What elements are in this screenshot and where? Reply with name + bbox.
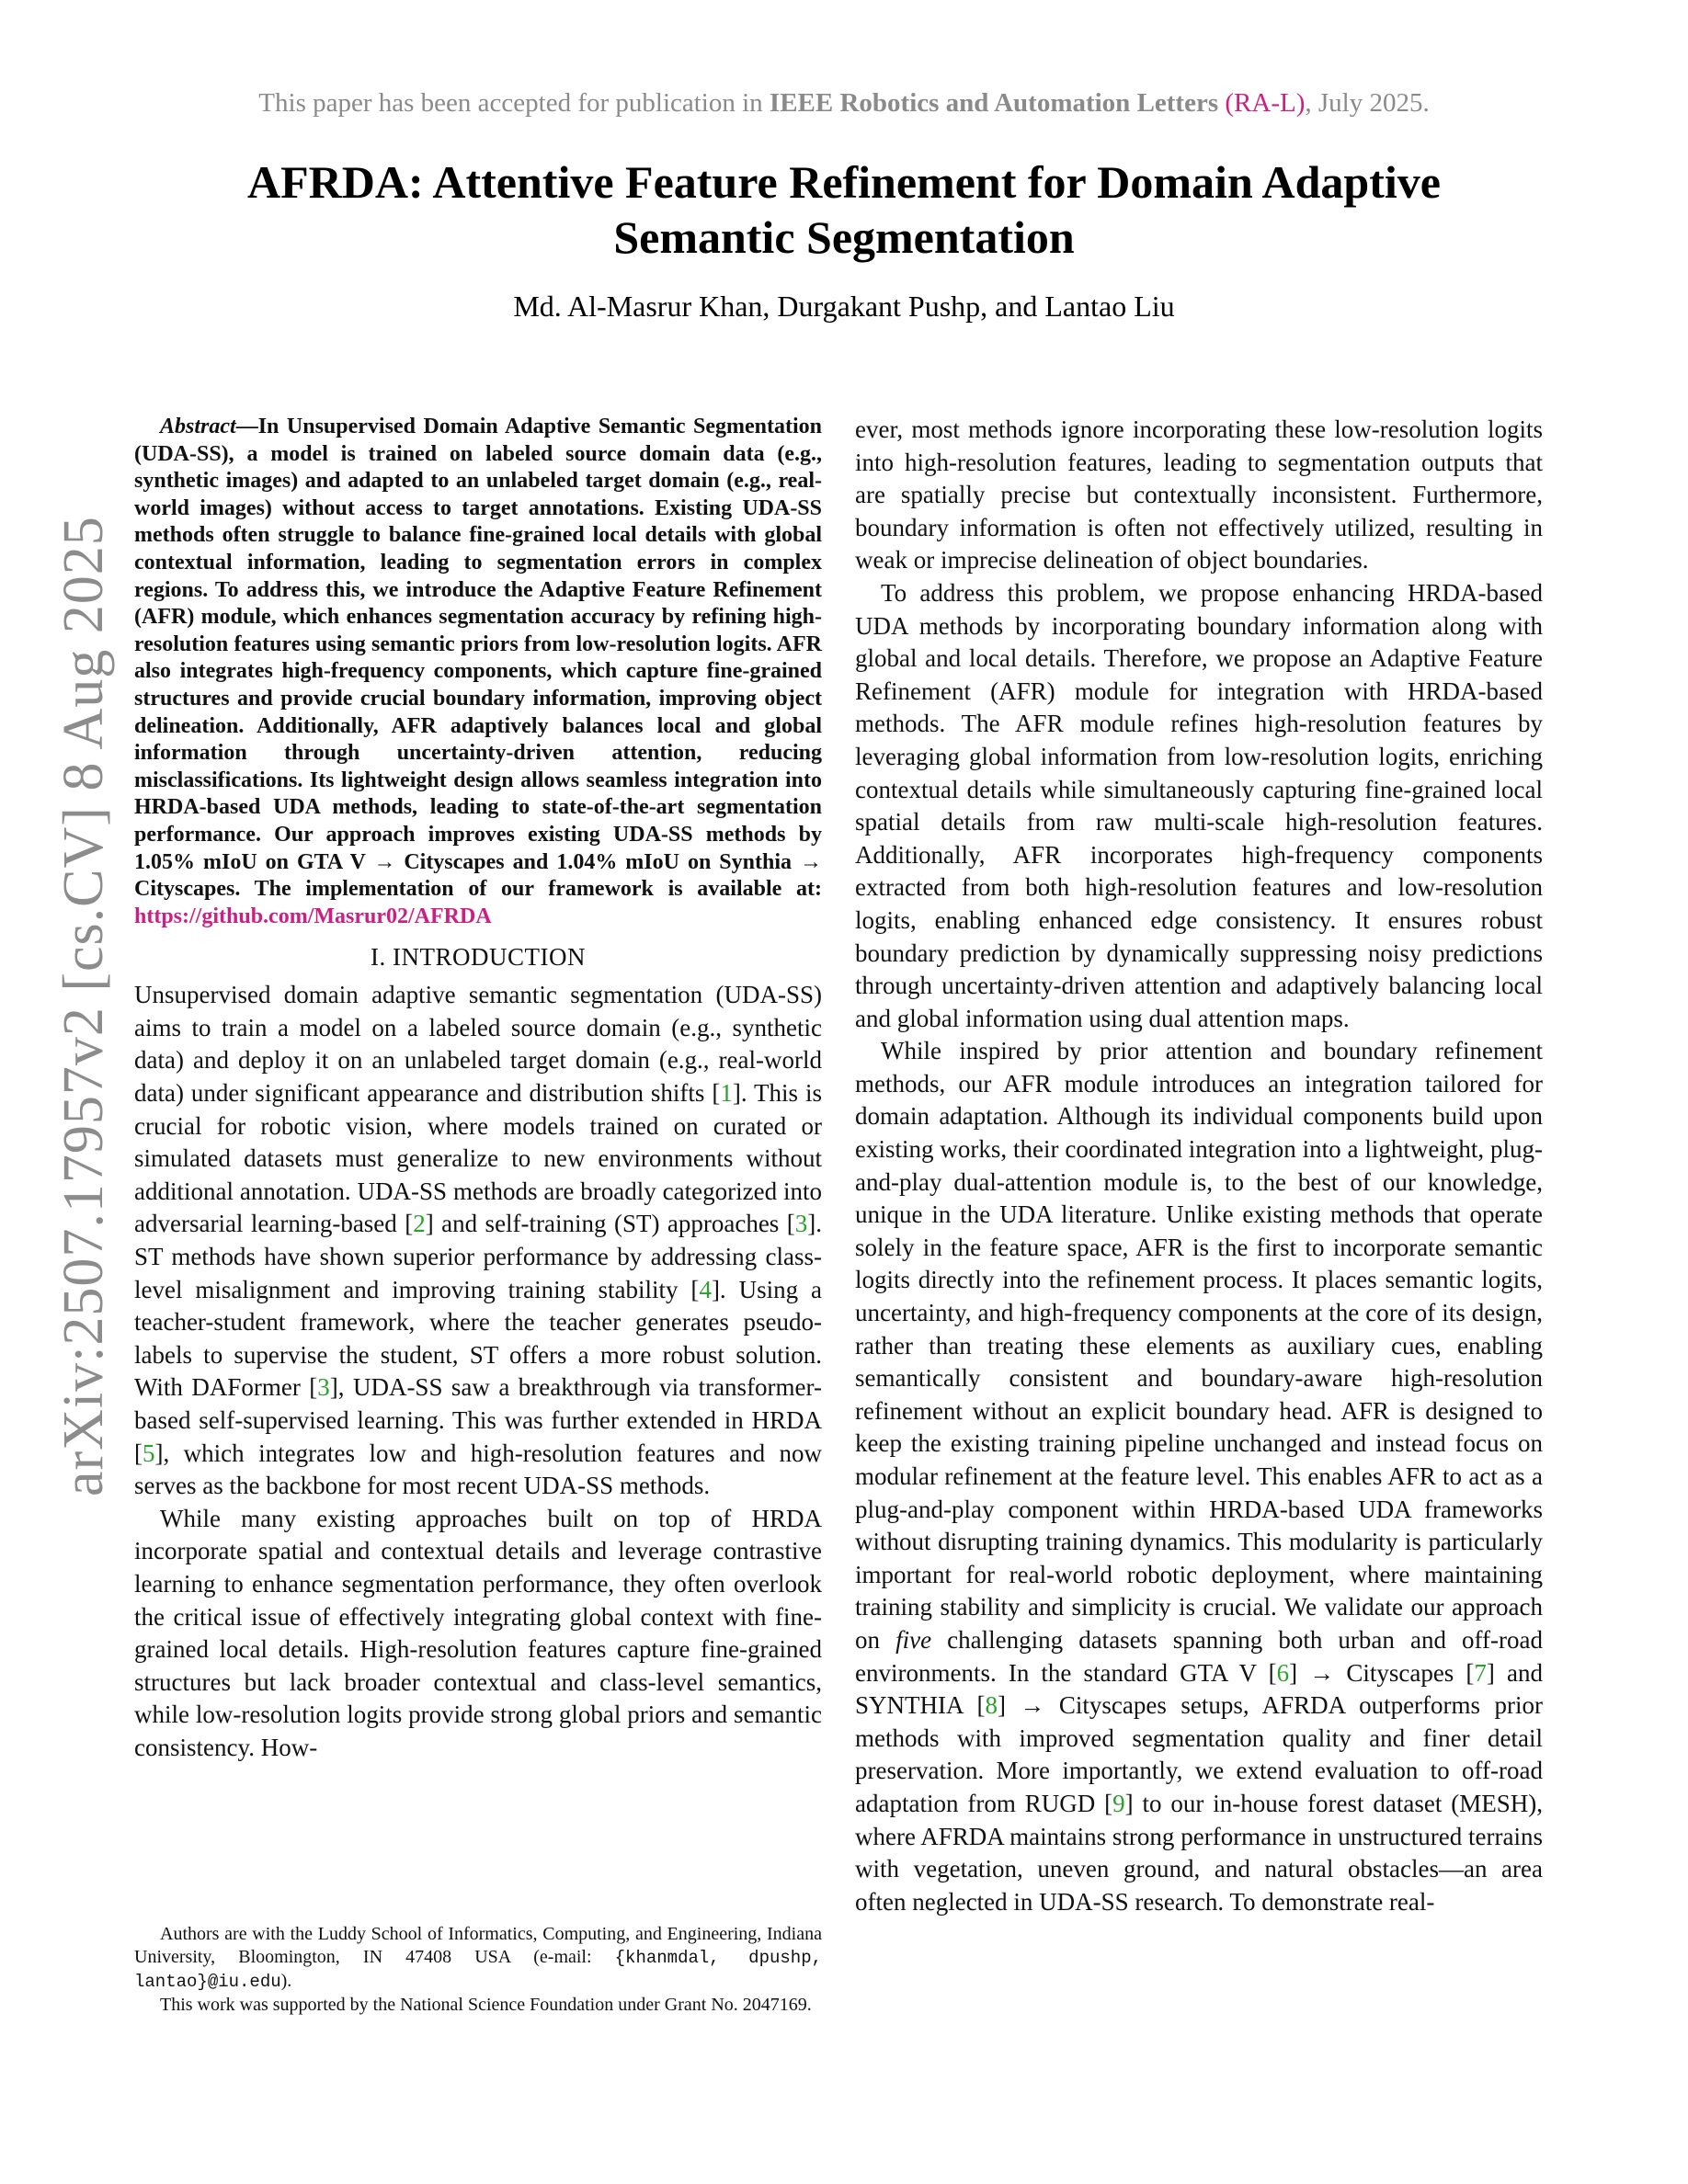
affiliation-text: Authors are with the Luddy School of Informatics, Computing, and Engineering, Indiana University, Bloomington, IN 47408 USA (e-mail: — [134, 1924, 822, 1967]
citation-link[interactable]: 7 — [1474, 1658, 1487, 1687]
citation-link[interactable]: 2 — [413, 1210, 426, 1238]
banner-prefix: This paper has been accepted for publication in — [258, 88, 770, 118]
code-link[interactable]: https://github.com/Masrur02/AFRDA — [134, 904, 492, 928]
banner-abbrev-link[interactable]: (RA-L) — [1225, 88, 1306, 118]
affiliation-suffix: ). — [280, 1971, 292, 1991]
publication-banner — [0, 88, 1688, 119]
citation-link[interactable]: 1 — [720, 1079, 733, 1108]
text-run: ]. This is crucial for robotic vision, where models trained on curated or simulated datasets must generalize to new environments without additional annotation. UDA-SS methods are broadly categorized into adversarial learning-based [ — [134, 1079, 822, 1238]
funding-note: This work was supported by the National Science Foundation under Grant No. 2047169. — [160, 1995, 812, 2015]
paper-title — [0, 154, 1688, 265]
abstract-text: —In Unsupervised Domain Adaptive Semantic Segmentation (UDA-SS), a model is trained on labeled source domain data (e.g., synthetic images) and adapted to an unlabeled target domain (e.g., real-world images) without access to target annotations. Existing UDA-SS methods often struggle to balance fine-grained local details with global contextual information, leading to segmentation errors in complex regions. To address this, we introduce the Adaptive Feature Refinement (AFR) module, which enhances segmentation accuracy by refining high-resolution features using semantic priors from low-resolution logits. AFR also integrates high-frequency components, which capture fine-grained structures and provide crucial boundary information, improving object delineation. Additionally, AFR adaptively balances local and global information through uncertainty-driven attention, reducing misclassifications. Its lightweight design allows seamless integration into HRDA-based UDA methods, leading to state-of-the-art segmentation performance. Our approach improves existing UDA-SS methods by 1.05% mIoU on GTA V → Cityscapes and 1.04% mIoU on Synthia → Cityscapes. The implementation of our framework is available at: — [134, 415, 822, 902]
citation-link[interactable]: 4 — [699, 1275, 712, 1303]
text-run: While inspired by prior attention and boundary refinement methods, our AFR module introduces an integration tailored for domain adaptation. Although its individual components build upon existing works, their coordinated integration into a lightweight, plug-and-play dual-attention module is, to the best of our knowledge, unique in the UDA literature. Unlike existing methods that operate solely in the feature space, AFR is the first to incorporate semantic logits directly into the refinement process. It places semantic logits, uncertainty, and high-frequency components at the core of its design, rather than treating these elements as auxiliary cues, enabling semantically consistent and boundary-aware high-resolution refinement without an explicit boundary head. AFR is designed to keep the existing training pipeline unchanged and instead focus on modular refinement at the feature level. This enables AFR to act as a plug-and-play component within HRDA-based UDA frameworks without disrupting training dynamics. This modularity is particularly important for real-world robotic deployment, where maintaining training stability and simplicity is crucial. We validate our approach on — [855, 1037, 1543, 1654]
intro-paragraph-4: To address this problem, we propose enhancing HRDA-based UDA methods by incorporating boundary information along with global and local details. Therefore, we propose an Adaptive Feature Refinement (AFR) module for integration with HRDA-based methods. The AFR module refines high-resolution features by leveraging global information from low-resolution logits, enriching contextual details while simultaneously capturing fine-grained local spatial details from raw multi-scale high-resolution features. Additionally, AFR incorporates high-frequency components extracted from both high-resolution features and low-resolution logits, enabling enhanced edge consistency. It ensures robust boundary prediction by dynamically suppressing noisy predictions through uncertainty-driven attention and adaptively balancing local and global information using dual attention maps. — [855, 578, 1543, 1032]
text-run: ] to our in-house forest dataset (MESH), where AFRDA maintains strong performance in unstructured terrains with vegetation, uneven ground, and natural obstacles—an area often neglected in UDA-SS research. To demonstrate real- — [855, 1789, 1544, 1916]
arxiv-stamp: arXiv:2507.17957v2 [cs.CV] 8 Aug 2025 — [52, 516, 115, 1496]
affiliation-note — [134, 1923, 822, 1994]
citation-link[interactable]: 3 — [794, 1210, 808, 1238]
title-line-2: Semantic Segmentation — [613, 211, 1075, 263]
text-run: ], UDA-SS saw a breakthrough via transformer-based self-supervised learning. This was further extended in HRDA [ — [134, 1373, 822, 1467]
citation-link[interactable]: 5 — [143, 1439, 155, 1467]
text-run: ] → Cityscapes setups, AFRDA outperforms prior methods with improved segmentation quality and finer detail preservation. More importantly, we extend evaluation to off-road adaptation from RUGD [ — [855, 1691, 1543, 1817]
title-line-1: AFRDA: Attentive Feature Refinement for Domain Adaptive — [247, 156, 1441, 208]
citation-link[interactable]: 9 — [1112, 1789, 1125, 1817]
citation-link[interactable]: 8 — [985, 1691, 998, 1720]
text-run: ] and self-training (ST) approaches [ — [425, 1210, 795, 1238]
text-run: ], which integrates low and high-resolution features and now serves as the backbone for most recent UDA-SS methods. — [134, 1439, 822, 1500]
intro-paragraph-3: ever, most methods ignore incorporating these low-resolution logits into high-resolution features, leading to segmentation outputs that are spatially precise but contextually inconsistent. Furthermore, boundary information is often not effectively utilized, resulting in weak or imprecise delineation of object boundaries. — [855, 415, 1543, 574]
text-run: ]. ST methods have shown superior performance by addressing class-level misalignment and improving training stability [ — [134, 1210, 822, 1303]
section-heading-introduction: I. INTRODUCTION — [371, 943, 586, 972]
author-emails: {khanmdal, dpushp, lantao}@iu.edu — [134, 1948, 822, 1992]
citation-link[interactable]: 6 — [1276, 1658, 1290, 1687]
abstract-label: Abstract — [160, 415, 236, 438]
citation-link[interactable]: 3 — [317, 1373, 330, 1402]
text-run: Unsupervised domain adaptive semantic segmentation (UDA-SS) aims to train a model on a labeled source domain (e.g., synthetic data) and deploy it on an unlabeled target domain (e.g., real-world data) under significant appearance and distribution shifts [ — [134, 981, 822, 1108]
intro-paragraph-5 — [855, 1035, 1543, 1918]
text-run: ] → Cityscapes [ — [1289, 1658, 1475, 1687]
banner-date: , July 2025. — [1305, 88, 1430, 118]
text-run: ]. Using a teacher-student framework, where the teacher generates pseudo-labels to supervise the student, ST offers a more robust solution. With DAFormer [ — [134, 1275, 823, 1402]
right-column — [855, 414, 1543, 1918]
emphasis-text: five — [895, 1625, 932, 1654]
text-run: challenging datasets spanning both urban and off-road environments. In the standard GTA V [ — [855, 1625, 1544, 1687]
abstract — [134, 414, 822, 930]
intro-paragraph-1 — [134, 979, 822, 1503]
footnote — [134, 1923, 822, 2017]
author-list: Md. Al-Masrur Khan, Durgakant Pushp, and Lantao Liu — [513, 290, 1175, 323]
intro-paragraph-2: While many existing approaches built on top of HRDA incorporate spatial and contextual details and leverage contrastive learning to enhance segmentation performance, they often overlook the critical issue of effectively integrating global context with fine-grained local details. High-resolution features capture fine-grained structures but lack broader contextual and class-level semantics, while low-resolution logits provide strong global priors and semantic consistency. How- — [134, 1504, 822, 1761]
banner-journal: IEEE Robotics and Automation Letters — [769, 88, 1219, 118]
text-run: ] and SYNTHIA [ — [855, 1658, 1543, 1720]
left-column — [134, 414, 822, 1765]
